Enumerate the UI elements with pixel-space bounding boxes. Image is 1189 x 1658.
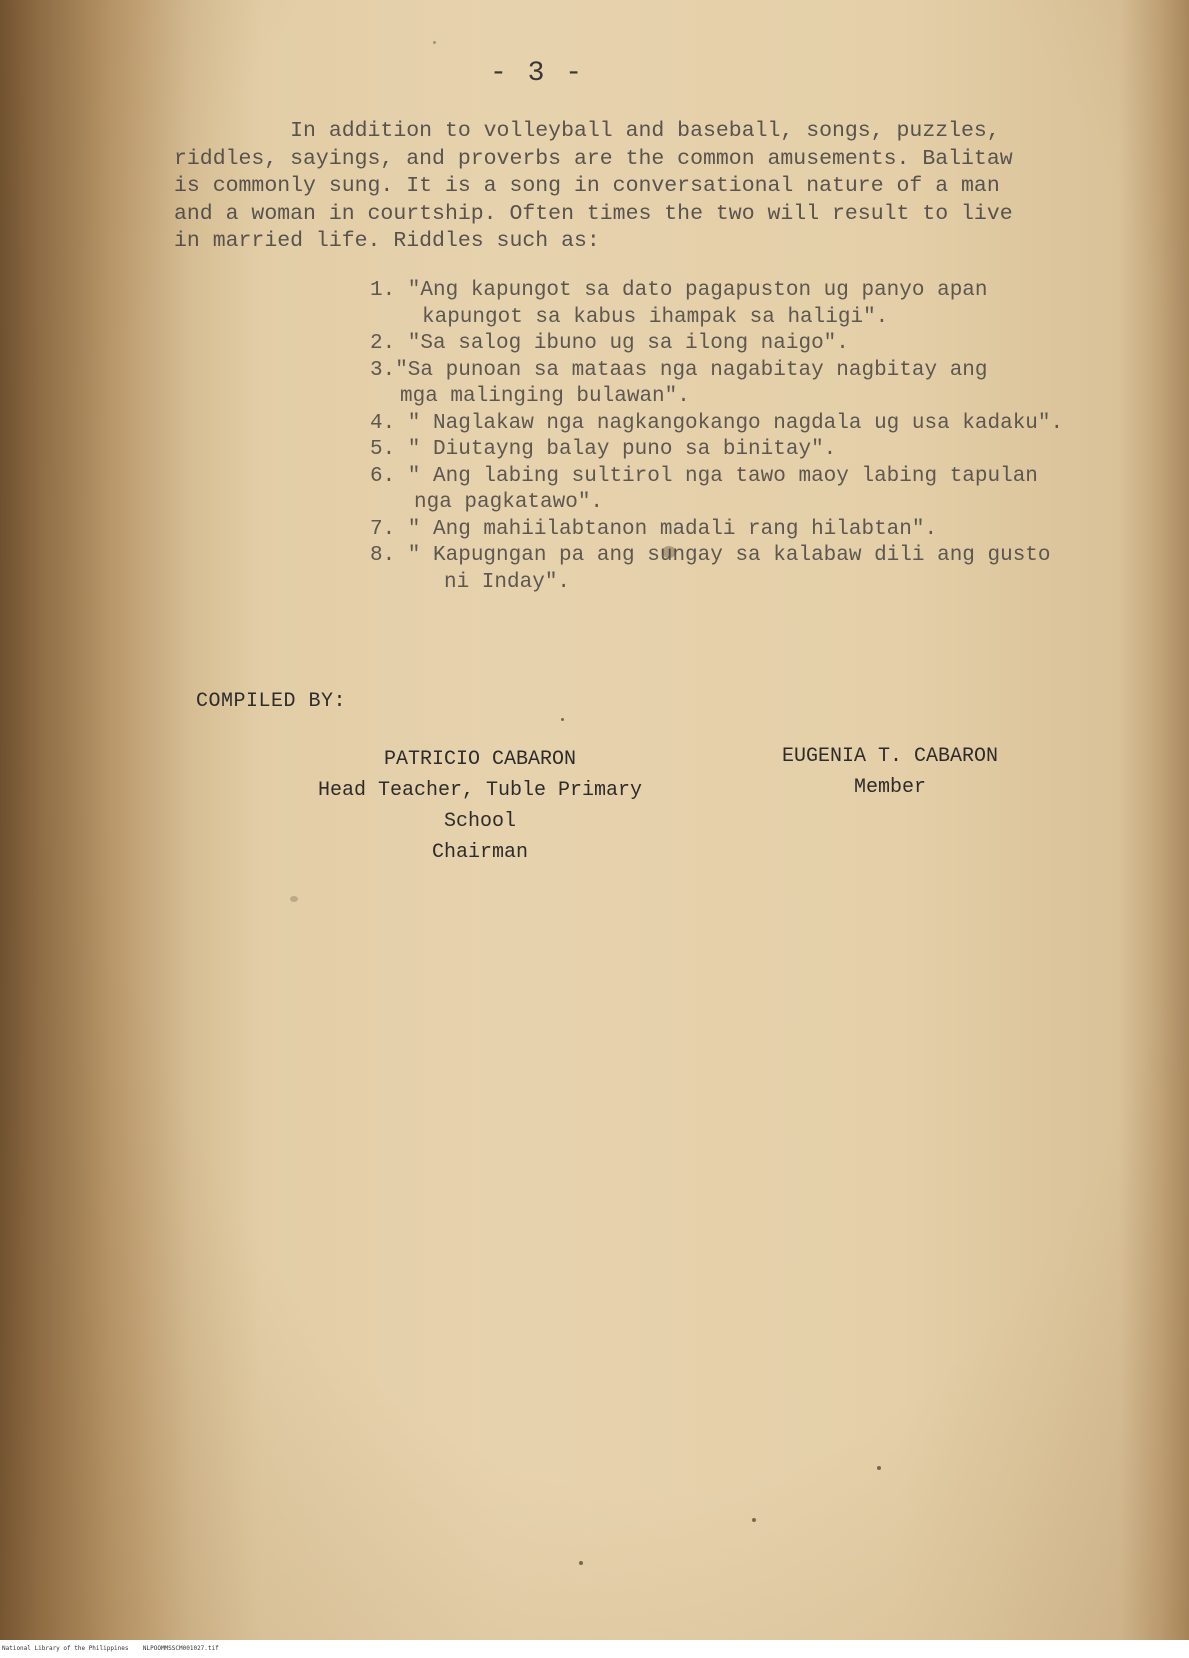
riddle-line: ni Inday".	[444, 570, 571, 594]
riddle-line: 6. " Ang labing sultirol nga tawo maoy labing tapulan	[370, 464, 1038, 488]
paragraph-line: in married life. Riddles such as:	[174, 229, 600, 253]
paragraph-line: riddles, sayings, and proverbs are the common amusements. Balitaw	[174, 146, 1013, 171]
chairman-role: Chairman	[431, 841, 528, 864]
riddle-line: 5. " Diutayng balay puno sa binitay".	[370, 438, 837, 461]
paragraph-line: In addition to volleyball and baseball, songs, puzzles,	[174, 119, 1000, 143]
chairman-title-cont: School	[443, 810, 516, 833]
riddle-line: nga pagkatawo".	[414, 491, 604, 514]
paper-speck	[433, 41, 436, 44]
riddle-list	[370, 278, 1110, 596]
chairman-signature-block	[300, 744, 660, 868]
intro-paragraph	[174, 118, 1054, 256]
riddle-item-2	[370, 331, 1110, 358]
chairman-name: PATRICIO CABARON	[383, 748, 577, 771]
member-signature-block	[760, 741, 1020, 803]
scan-footer-text: National Library of the Philippines NLPOOMMSSCM001027.tif	[2, 1645, 219, 1652]
paper-speck	[290, 896, 298, 902]
paper-speck	[877, 1466, 881, 1470]
riddle-item-3	[370, 358, 1110, 411]
riddle-line: kapungot sa kabus ihampak sa haligi".	[422, 305, 889, 329]
riddle-line: 8. " Kapugngan pa ang sungay sa kalabaw dili ang gusto	[370, 544, 1051, 567]
compiled-by-label: COMPILED BY:	[196, 690, 347, 713]
riddle-line: 3."Sa punoan sa mataas nga nagabitay nagbitay ang	[370, 358, 988, 382]
riddle-item-8	[370, 543, 1110, 596]
riddle-item-6	[370, 464, 1110, 517]
member-role: Member	[853, 776, 926, 799]
member-name: EUGENIA T. CABARON	[781, 745, 999, 768]
riddle-item-1	[370, 278, 1110, 331]
paper-speck	[662, 546, 676, 558]
paper-speck	[579, 1561, 583, 1565]
riddle-item-7	[370, 517, 1110, 544]
paper-speck	[561, 718, 564, 721]
paper-speck	[752, 1518, 756, 1522]
riddle-line: mga malinging bulawan".	[400, 385, 690, 408]
riddle-line: 7. " Ang mahiilabtanon madali rang hilabtan".	[370, 517, 938, 541]
paragraph-line: and a woman in courtship. Often times the two will result to live	[174, 201, 1013, 226]
riddle-item-5	[370, 437, 1110, 464]
paragraph-line: is commonly sung. It is a song in conversational nature of a man	[174, 174, 1000, 198]
riddle-line: 2. "Sa salog ibuno ug sa ilong naigo".	[370, 332, 849, 355]
chairman-title: Head Teacher, Tuble Primary	[317, 779, 643, 802]
riddle-line: 4. " Naglakaw nga nagkangokango nagdala ug usa kadaku".	[370, 411, 1064, 435]
page-number: - 3 -	[490, 58, 585, 89]
riddle-item-4	[370, 411, 1110, 438]
riddle-line: 1. "Ang kapungot sa dato pagapuston ug panyo apan	[370, 279, 988, 302]
